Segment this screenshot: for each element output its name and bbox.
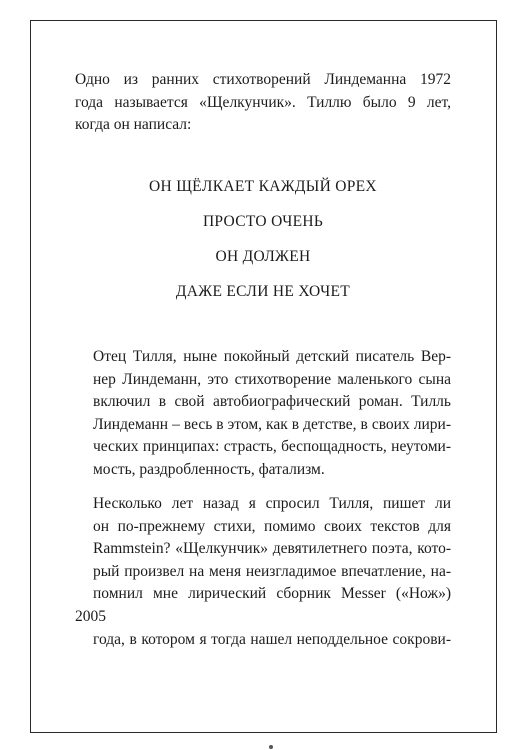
text-line: мость, раздробленность, фатализм.: [93, 460, 325, 478]
text-line: года называется «Щелкунчик». Тиллю было 9 лет,: [75, 93, 451, 111]
text-line: он по-прежнему стихи, помимо своих текстов для: [93, 517, 451, 535]
text-line: ческих принципах: страсть, беспощадность, неутоми-: [93, 438, 451, 456]
text-line: нер Линдеманн, это стихотворение маленького сына: [93, 370, 451, 388]
text-line: помнил мне лирический сборник Messer («Нож») 2005: [75, 585, 451, 625]
text-line: Одно из ранних стихотворений Линдеманна 1972: [75, 71, 451, 88]
poem-line: ПРОСТО ОЧЕНЬ: [202, 213, 324, 230]
poem-line: ОН ДОЛЖЕН: [215, 248, 311, 265]
paragraph-intro: [75, 69, 451, 137]
paragraph-question: [75, 493, 451, 651]
text-line: Несколько лет назад я спросил Тилля, пишет ли: [93, 495, 451, 512]
poem-line: ДАЖЕ ЕСЛИ НЕ ХОЧЕТ: [175, 283, 351, 300]
text-line: когда он написал:: [75, 116, 192, 134]
text-line: Отец Тилля, ныне покойный детский писатель Вер-: [93, 348, 451, 365]
page-marker-dot: [269, 745, 273, 749]
poem-line: ОН ЩЁЛКАЕТ КАЖДЫЙ ОРЕХ: [149, 178, 377, 195]
text-line: включил в свой автобиографический роман. Тилль: [93, 393, 451, 411]
paragraph-father: [75, 346, 451, 482]
text-line: года, в котором я тогда нашел неподдельное сокрови-: [93, 630, 451, 648]
poem-block: [75, 176, 451, 316]
text-line: рый произвел на меня неизгладимое впечатление, на-: [93, 562, 451, 580]
text-line: Линдеманн – весь в этом, как в детстве, в своих лири-: [93, 415, 451, 433]
text-line: Rammstein? «Щелкунчик» девятилетнего поэта, кото-: [93, 540, 451, 558]
